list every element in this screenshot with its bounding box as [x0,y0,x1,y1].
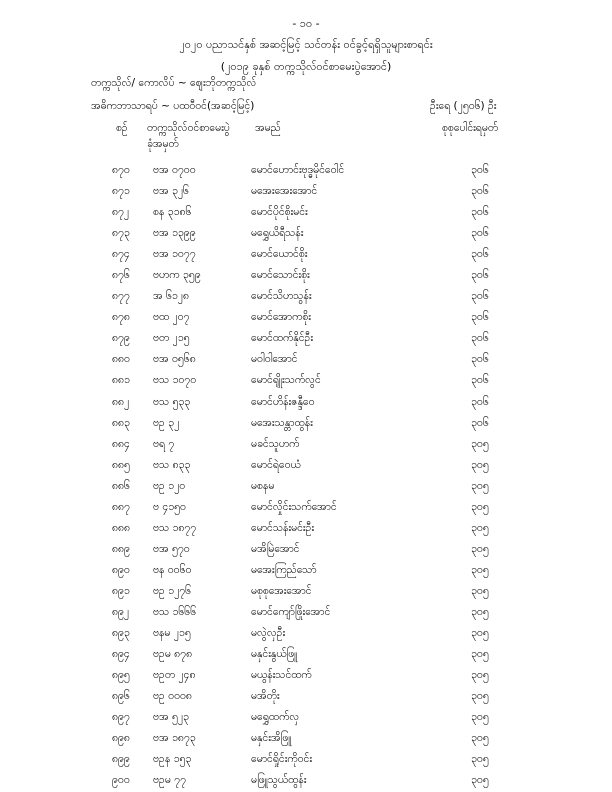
student-name: မဝါဝါအောင် [251,353,298,366]
row-number: ၈၈၀ [112,353,130,366]
student-name: မောင်ကျော်ဖြိုးအောင် [251,605,331,618]
exam-code: ဗအ ၀၇၀၀ [153,164,196,176]
row-number: ၈၉၆ [112,690,130,703]
header-name: အမည် [255,122,281,134]
row-number: ၈၇၇ [112,290,130,303]
exam-code: ဗသ ၁၆၆၆ [153,605,197,618]
row-number: ၈၈၅ [112,458,130,471]
total-score: ၃၀၅ [471,542,489,555]
table-row [0,392,612,413]
total-score: ၃၀၅ [471,521,489,534]
student-name: မအေးကြည်သော် [251,563,317,576]
total-score: ၃၀၅ [471,500,489,513]
row-number: ၈၈၈ [112,521,130,534]
table-row [0,181,612,202]
table-row [0,413,612,434]
row-number: ၈၉၀ [112,563,130,576]
table-row [0,644,612,665]
total-score: ၃၀၆ [471,353,489,366]
row-number: ၈၇၂ [112,206,130,219]
exam-code: ဗဥ ၀၀၀၈ [153,690,192,703]
student-name: မောင်လှိုင်းသက်အောင် [251,500,337,513]
total-score: ၃၀၅ [471,437,489,450]
total-score: ၃၀၅ [471,669,489,682]
document-subtitle: (၂၀၁၉ ခုနှစ် တက္ကသိုလ်ဝင်စာမေးပွဲအောင်) [220,60,392,73]
exam-code: ဗရ ၇ [153,437,175,450]
exam-code: ဗဟက ၃၅၉ [153,269,201,282]
student-name: မောင်ရျိုးသက်လွင် [251,374,321,387]
table-row [0,244,612,265]
row-number: ၈၈၂ [112,395,130,408]
row-number: ၈၈၆ [112,479,130,492]
exam-code: ဗန ၀၀၆၀ [153,563,192,576]
exam-code: ဗနမ ၂၁၅ [153,627,191,640]
table-row [0,497,612,518]
table-row [0,560,612,581]
exam-code: ဗအ ၅၇၀ [153,542,190,555]
exam-code: ဗအ ၃၂၆ [153,185,189,198]
exam-code: ဗတ ၂၁၅ [153,332,190,345]
student-name: မယွန်းသင်ထက် [251,669,312,682]
table-row [0,265,612,286]
row-number: ၈၉၃ [112,627,130,640]
total-score: ၃၀၆ [471,185,489,198]
row-number: ၈၉၅ [112,669,130,682]
row-number: ၉၀၀ [112,774,130,787]
exam-code: ဗဥ ၃၂ [153,416,180,429]
student-name: မောင်ဟောင်းဗုဒ္ဓမိုင်ဝေါင် [251,164,345,176]
table-row [0,539,612,560]
table-row [0,286,612,307]
total-score: ၃၀၅ [471,753,489,766]
student-name: မဖြူသွယ်ထွန်း [251,774,307,787]
exam-code: စန ၃၁၈၆ [153,206,192,219]
total-score: ၃၀၆ [471,311,489,324]
document-title: ၂၀၂၀ ပညာသင်နှစ် အဆင့်မြင့် သင်တန်း ဝင်ခွင့်ရရှိသူများစာရင်း [179,38,433,51]
major-label: အဓိကဘာသာရပ် ~ ပထဝီဝင်(အဆင့်မြင့်) [91,100,255,112]
student-name: မနှင်းအိဖြူ [251,732,292,745]
row-number: ၈၇၄ [112,248,130,261]
table-row [0,370,612,391]
row-number: ၈၇၀ [112,164,130,176]
student-name: မောင်ရှိုင်းကိုဝင်း [251,753,313,766]
university-label: တက္ကသိုလ်/ ကောလိပ် ~ ဈေးဘိုတက္ကသိုလ် [91,77,257,89]
total-score: ၃၀၅ [471,627,489,640]
row-number: ၈၉၇ [112,711,130,724]
row-number: ၈၇၁ [112,185,130,198]
total-score: ၃၀၆ [471,227,489,240]
student-name: မောင်ထက်နိုင်ဦး [251,332,314,345]
table-row [0,223,612,244]
exam-code: ဗသ ၅၃၃ [153,395,191,408]
table-row [0,476,612,497]
total-score: ၃၀၅ [471,458,489,471]
table-row [0,770,612,791]
header-exam-code-line2: ခုံအမှတ် [147,138,179,150]
exam-code: ဗဥမ ၇၇ [153,774,186,787]
exam-code: ဗသ ၈၃၃ [153,458,191,471]
exam-code: ဗထ ၂၀၇ [153,311,190,324]
row-number: ၈၉၄ [112,648,130,661]
student-name: မအေးသန္တာထွန်း [251,416,313,429]
table-row [0,455,612,476]
exam-code: ဗသ ၁၈၇၇ [153,521,197,534]
exam-code: ဗသ ၁၀၇၀ [153,374,197,387]
table-row [0,160,612,181]
total-score: ၃၀၆ [471,374,489,387]
table-row [0,602,612,623]
total-score: ၃၀၆ [471,269,489,282]
student-name: မရွှေယိရီသန်း [251,227,304,240]
student-name: မောင်ယောင်စိုး [251,248,308,261]
row-number: ၈၈၃ [112,416,130,429]
row-number: ၈၇၉ [112,332,130,345]
student-name: မခင်သူဟက် [251,437,300,450]
table-row [0,518,612,539]
table-row [0,623,612,644]
student-name: မအိတိုး [251,690,280,703]
total-score: ၃၀၅ [471,711,489,724]
student-name: မောင်အောကစိုး [251,311,311,324]
row-number: ၈၇၈ [112,311,130,324]
row-number: ၈၉၁ [112,584,130,597]
exam-code: ဗ ၄၁၅၀ [153,500,186,513]
exam-code: ဗအ ၁၀၇၇ [153,248,196,261]
total-score: ၃၀၆ [471,248,489,261]
exam-code: ဗဥ ၁၂၇၆ [153,584,192,597]
student-name: မောင်သိဟသွန်း [251,290,312,303]
exam-code: ဗဥတ ၂၄၈ [153,669,196,682]
total-score: ၃၀၆ [471,164,489,176]
student-name: မလွဲလှဦး [251,627,286,640]
exam-code: ဗအ ၅၂၃ [153,711,189,724]
row-number: ၈၈၁ [112,374,130,387]
table-row [0,434,612,455]
student-name: မစုစုအေးအောင် [251,584,312,597]
student-name: မောင်သောင်းစိုး [251,269,310,282]
total-score: ၃၀၅ [471,774,489,787]
table-row [0,581,612,602]
exam-code: ဗအ ၁၃၉၉ [153,227,196,240]
exam-code: ဗအ ၀၅၆၈ [153,353,196,366]
exam-code: ဗအ ၁၈၇၃ [153,732,196,745]
table-row [0,686,612,707]
row-number: ၈၉၂ [112,605,130,618]
student-name: မောင်ပိုင်စိုးမင်း [251,206,308,219]
exam-code: အ ၆၁၂၈ [153,290,189,303]
total-score: ၃၀၅ [471,605,489,618]
total-score: ၃၀၅ [471,648,489,661]
exam-code: ဗဥမ ၈၇၈ [153,648,193,661]
row-number: ၈၈၉ [112,542,130,555]
intake-count: ဦးရေ (၂၅၀၆) ဦး [430,100,497,112]
results-table [0,160,612,791]
total-score: ၃၀၅ [471,563,489,576]
row-number: ၈၈၄ [112,437,130,450]
table-row [0,202,612,223]
row-number: ၈၇၆ [112,269,130,282]
total-score: ၃၀၅ [471,732,489,745]
total-score: ၃၀၅ [471,479,489,492]
exam-code: ဗဥ ၁၂၀ [153,479,186,492]
row-number: ၈၇၃ [112,227,130,240]
table-row [0,707,612,728]
student-name: မအေးအေးအောင် [251,185,318,198]
student-name: မရွှေထက်လှ [251,711,300,724]
row-number: ၈၉၉ [112,753,130,766]
table-row [0,665,612,686]
header-no: စဉ် [116,122,128,134]
page-number: - ၁၀ - [292,17,320,30]
table-row [0,749,612,770]
student-name: မောင်ဟိန်းဇန္ဒီဝေ [251,395,315,408]
total-score: ၃၀၅ [471,690,489,703]
total-score: ၃၀၆ [471,206,489,219]
student-name: မနှင်းနွယ်ဖြူ [251,648,298,661]
student-name: မအိမြဲအောင် [251,542,300,555]
exam-code: ဗဥန ၁၅၃ [153,753,192,766]
table-row [0,349,612,370]
student-name: မစနမ [251,479,275,492]
row-number: ၈၉၈ [112,732,130,745]
total-score: ၃၀၅ [471,584,489,597]
student-name: မောင်ရဲဝေယံ [251,458,301,471]
header-exam-code: တက္ကသိုလ်ဝင်စာမေးပွဲ [147,122,230,134]
header-score: စုစုပေါင်းရမှတ် [442,122,499,134]
total-score: ၃၀၆ [471,395,489,408]
total-score: ၃၀၆ [471,290,489,303]
row-number: ၈၈၇ [112,500,130,513]
student-name: မောင်သန်းမင်းဦး [251,521,315,534]
table-row [0,728,612,749]
total-score: ၃၀၆ [471,416,489,429]
table-row [0,328,612,349]
total-score: ၃၀၆ [471,332,489,345]
table-row [0,307,612,328]
